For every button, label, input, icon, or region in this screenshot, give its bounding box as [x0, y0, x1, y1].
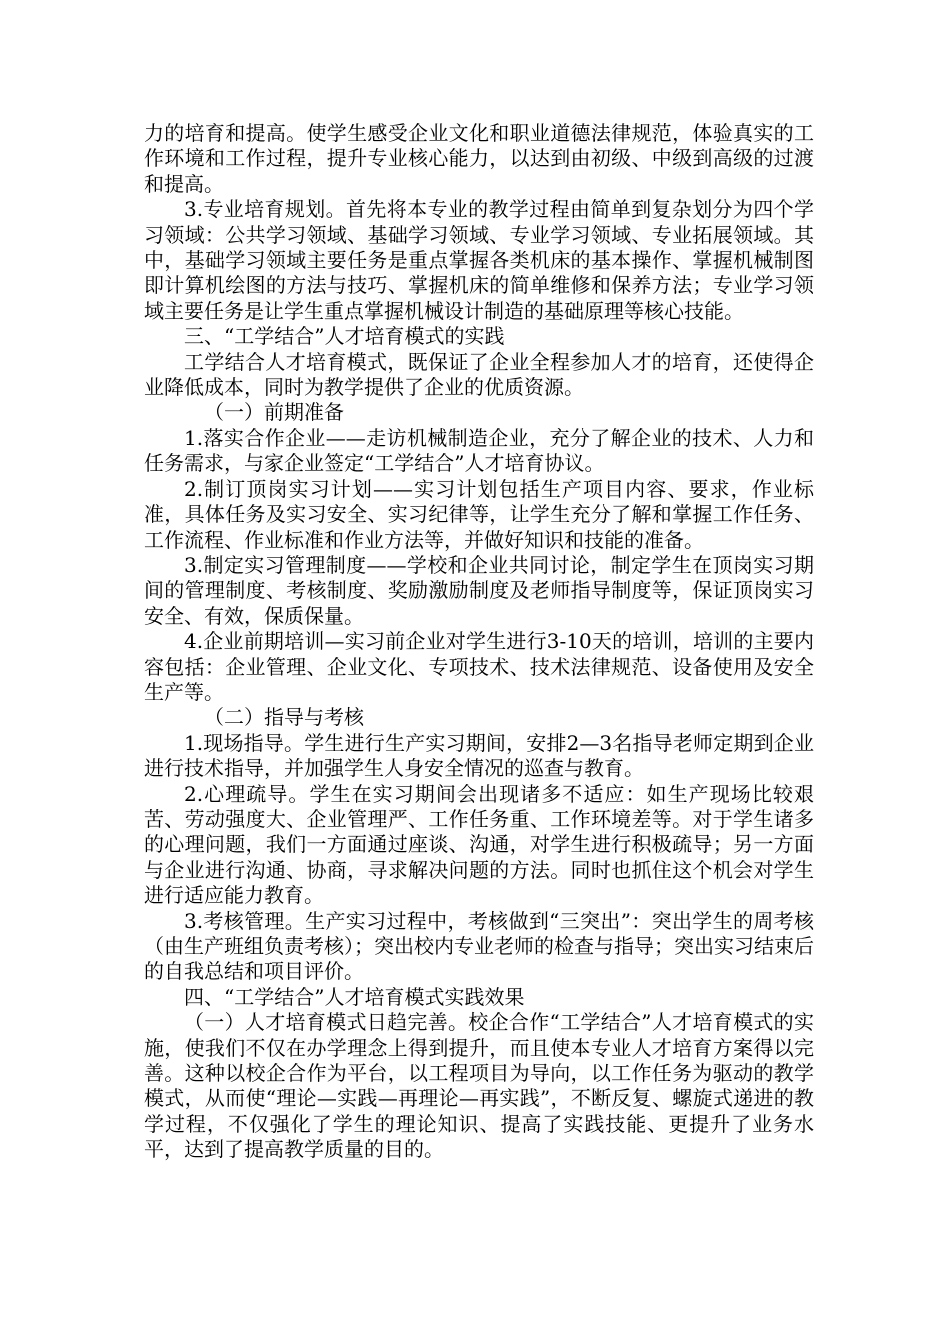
- paragraph-training-plan: 3.专业培育规划。首先将本专业的教学过程由简单到复杂划分为四个学习领域：公共学习领域、基础学习领域、专业学习领域、专业拓展领域。其中，基础学习领域主要任务是重点掌握各类机床的基本操作、掌握机械制图即计算机绘图的方法与技巧、掌握机床的简单维修和保养方法；专业学习领域主要任务是让学生重点掌握机械设计制造的基础原理等核心技能。: [144, 197, 814, 323]
- subsection-heading-preparation: （一）前期准备: [204, 400, 344, 425]
- paragraph-prep-item-4: 4.企业前期培训—实习前企业对学生进行3-10天的培训，培训的主要内容包括：企业管理、企业文化、专项技术、技术法律规范、设备使用及安全生产等。: [144, 629, 814, 704]
- paragraph-prep-item-1: 1.落实合作企业——走访机械制造企业，充分了解企业的技术、人力和任务需求，与家企业签定“工学结合”人才培育协议。: [144, 425, 814, 476]
- paragraph-practice-intro: 工学结合人才培育模式，既保证了企业全程参加人才的培育，还使得企业降低成本，同时为教学提供了企业的优质资源。: [144, 349, 814, 400]
- paragraph-guidance-item-3: 3.考核管理。生产实习过程中，考核做到“三突出”：突出学生的周考核（由生产班组负责考核）；突出校内专业老师的检查与指导；突出实习结束后的自我总结和项目评价。: [144, 908, 814, 984]
- paragraph-guidance-item-2: 2.心理疏导。学生在实习期间会出现诸多不适应：如生产现场比较艰苦、劳动强度大、企业管理严、工作任务重、工作环境差等。对于学生诸多的心理问题，我们一方面通过座谈、沟通，对学生进行积极疏导；另一方面与企业进行沟通、协商，寻求解决问题的方法。同时也抓住这个机会对学生进行适应能力教育。: [144, 781, 814, 908]
- document-page: [144, 121, 814, 1163]
- section-heading-practice: 三、“工学结合”人才培育模式的实践: [184, 324, 505, 349]
- paragraph-prep-item-3: 3.制定实习管理制度——学校和企业共同讨论，制定学生在顶岗实习期间的管理制度、考核制度、奖励激励制度及老师指导制度等，保证顶岗实习安全、有效，保质保量。: [144, 552, 814, 628]
- subsection-heading-guidance: （二）指导与考核: [204, 705, 364, 730]
- paragraph-guidance-item-1: 1.现场指导。学生进行生产实习期间，安排2—3名指导老师定期到企业进行技术指导，并加强学生人身安全情况的巡查与教育。: [144, 730, 814, 781]
- paragraph-continuation: 力的培育和提高。使学生感受企业文化和职业道德法律规范，体验真实的工作环境和工作过程，提升专业核心能力，以达到由初级、中级到高级的过渡和提高。: [144, 121, 814, 196]
- section-heading-effects: 四、“工学结合”人才培育模式实践效果: [184, 984, 525, 1009]
- paragraph-effects-1: （一）人才培育模式日趋完善。校企合作“工学结合”人才培育模式的实施，使我们不仅在办学理念上得到提升，而且使本专业人才培育方案得以完善。这种以校企合作为平台，以工程项目为导向，以工作任务为驱动的教学模式，从而使“理论—实践—再理论—再实践”，不断反复、螺旋式递进的教学过程，不仅强化了学生的理论知识、提高了实践技能、更提升了业务水平，达到了提高教学质量的目的。: [144, 1010, 814, 1162]
- paragraph-prep-item-2: 2.制订顶岗实习计划——实习计划包括生产项目内容、要求，作业标准，具体任务及实习安全、实习纪律等，让学生充分了解和掌握工作任务、工作流程、作业标准和作业方法等，并做好知识和技能的准备。: [144, 476, 814, 552]
